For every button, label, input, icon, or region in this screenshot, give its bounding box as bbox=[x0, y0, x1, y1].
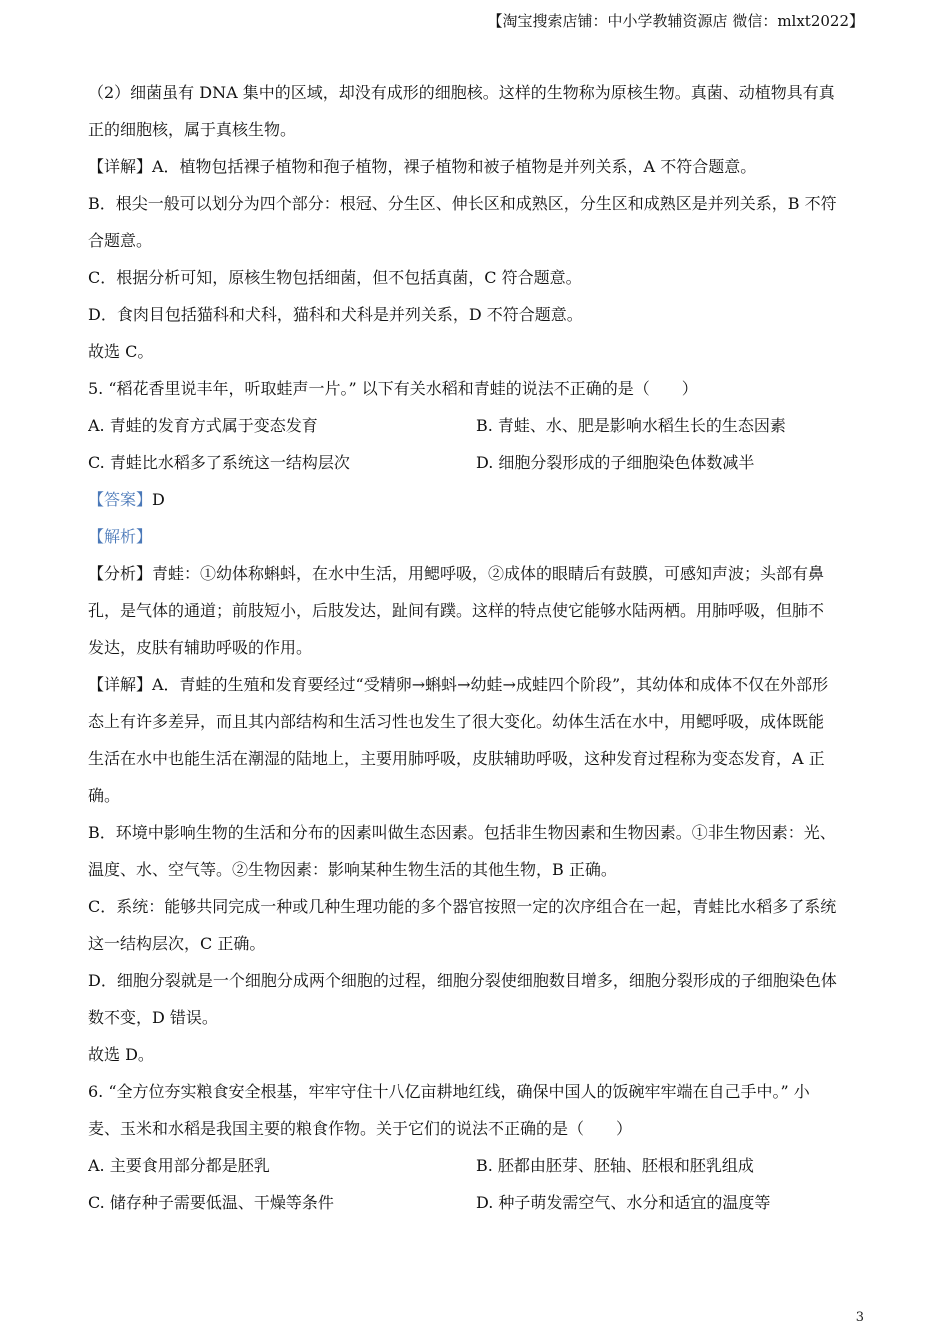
text-line: 【分析】青蛙：①幼体称蝌蚪，在水中生活，用鳃呼吸，②成体的眼睛后有鼓膜，可感知声波；头部有鼻 bbox=[88, 564, 825, 583]
question-5-options-row-1 bbox=[88, 407, 864, 444]
text-line: 合题意。 bbox=[88, 231, 153, 250]
text-line: 故选 C。 bbox=[88, 342, 154, 361]
q6-option-a: A. 主要食用部分都是胚乳 bbox=[88, 1156, 270, 1175]
question-6-stem-line-1: 6. “全方位夯实粮食安全根基，牢牢守住十八亿亩耕地红线，确保中国人的饭碗牢牢端在自己手中。” 小 bbox=[88, 1082, 810, 1101]
text-line: 【详解】A．青蛙的生殖和发育要经过“受精卵→蝌蚪→幼蛙→成蛙四个阶段”，其幼体和成体不仅在外部形 bbox=[88, 675, 829, 694]
text-line: 正的细胞核，属于真核生物。 bbox=[88, 120, 297, 139]
text-line: C．系统：能够共同完成一种或几种生理功能的多个器官按照一定的次序组合在一起，青蛙比水稻多了系统 bbox=[88, 897, 837, 916]
q5-option-d: D. 细胞分裂形成的子细胞染色体数减半 bbox=[476, 453, 755, 472]
text-line: 态上有许多差异，而且其内部结构和生活习性也发生了很大变化。幼体生活在水中，用鳃呼吸，成体既能 bbox=[88, 712, 825, 731]
text-line: （2）细菌虽有 DNA 集中的区域，却没有成形的细胞核。这样的生物称为原核生物。真菌、动植物具有真 bbox=[88, 83, 835, 102]
q5-answer bbox=[88, 481, 864, 518]
analysis-tag: 【解析】 bbox=[88, 527, 153, 546]
question-5-options-row-2 bbox=[88, 444, 864, 481]
q5-option-c: C. 青蛙比水稻多了系统这一结构层次 bbox=[88, 453, 350, 472]
text-line: 故选 D。 bbox=[88, 1045, 154, 1064]
text-line: B．根尖一般可以划分为四个部分：根冠、分生区、伸长区和成熟区，分生区和成熟区是并列关系，B 不符 bbox=[88, 194, 837, 213]
answer-tag: 【答案】 bbox=[88, 490, 153, 509]
q6-option-d: D. 种子萌发需空气、水分和适宜的温度等 bbox=[476, 1193, 771, 1212]
answer-value: D bbox=[152, 490, 165, 509]
q6-option-c: C. 储存种子需要低温、干燥等条件 bbox=[88, 1193, 334, 1212]
question-6-options-row-1 bbox=[88, 1147, 864, 1184]
question-6-options-row-2 bbox=[88, 1184, 864, 1221]
page-number: 3 bbox=[855, 1310, 864, 1325]
question-6-stem-line-2: 麦、玉米和水稻是我国主要的粮食作物。关于它们的说法不正确的是（ ） bbox=[88, 1119, 633, 1138]
text-line: 发达，皮肤有辅助呼吸的作用。 bbox=[88, 638, 313, 657]
question-5-stem: 5. “稻花香里说丰年，听取蛙声一片。” 以下有关水稻和青蛙的说法不正确的是（ ） bbox=[88, 379, 698, 398]
page-header-watermark: 【淘宝搜索店铺：中小学教辅资源店 微信：mlxt2022】 bbox=[487, 12, 864, 30]
text-line: 生活在水中也能生活在潮湿的陆地上，主要用肺呼吸，皮肤辅助呼吸，这种发育过程称为变态发育，A 正 bbox=[88, 749, 825, 768]
text-line: 数不变，D 错误。 bbox=[88, 1008, 218, 1027]
q5-option-b: B. 青蛙、水、肥是影响水稻生长的生态因素 bbox=[476, 416, 786, 435]
text-line: D．细胞分裂就是一个细胞分成两个细胞的过程，细胞分裂使细胞数目增多，细胞分裂形成的子细胞染色体 bbox=[88, 971, 837, 990]
text-line: 这一结构层次，C 正确。 bbox=[88, 934, 266, 953]
text-line: D．食肉目包括猫科和犬科，猫科和犬科是并列关系，D 不符合题意。 bbox=[88, 305, 583, 324]
q6-option-b: B. 胚都由胚芽、胚轴、胚根和胚乳组成 bbox=[476, 1156, 754, 1175]
text-line: 确。 bbox=[88, 786, 121, 805]
text-line: C．根据分析可知，原核生物包括细菌，但不包括真菌，C 符合题意。 bbox=[88, 268, 582, 287]
text-line: 温度、水、空气等。②生物因素：影响某种生物生活的其他生物，B 正确。 bbox=[88, 860, 617, 879]
document-body bbox=[88, 74, 864, 1221]
q5-option-a: A. 青蛙的发育方式属于变态发育 bbox=[88, 416, 318, 435]
text-line: 【详解】A．植物包括裸子植物和孢子植物，裸子植物和被子植物是并列关系，A 不符合题意。 bbox=[88, 157, 757, 176]
text-line: 孔，是气体的通道；前肢短小，后肢发达，趾间有蹼。这样的特点使它能够水陆两栖。用肺呼吸，但肺不 bbox=[88, 601, 825, 620]
text-line: B．环境中影响生物的生活和分布的因素叫做生态因素。包括非生物因素和生物因素。①非生物因素：光、 bbox=[88, 823, 836, 842]
